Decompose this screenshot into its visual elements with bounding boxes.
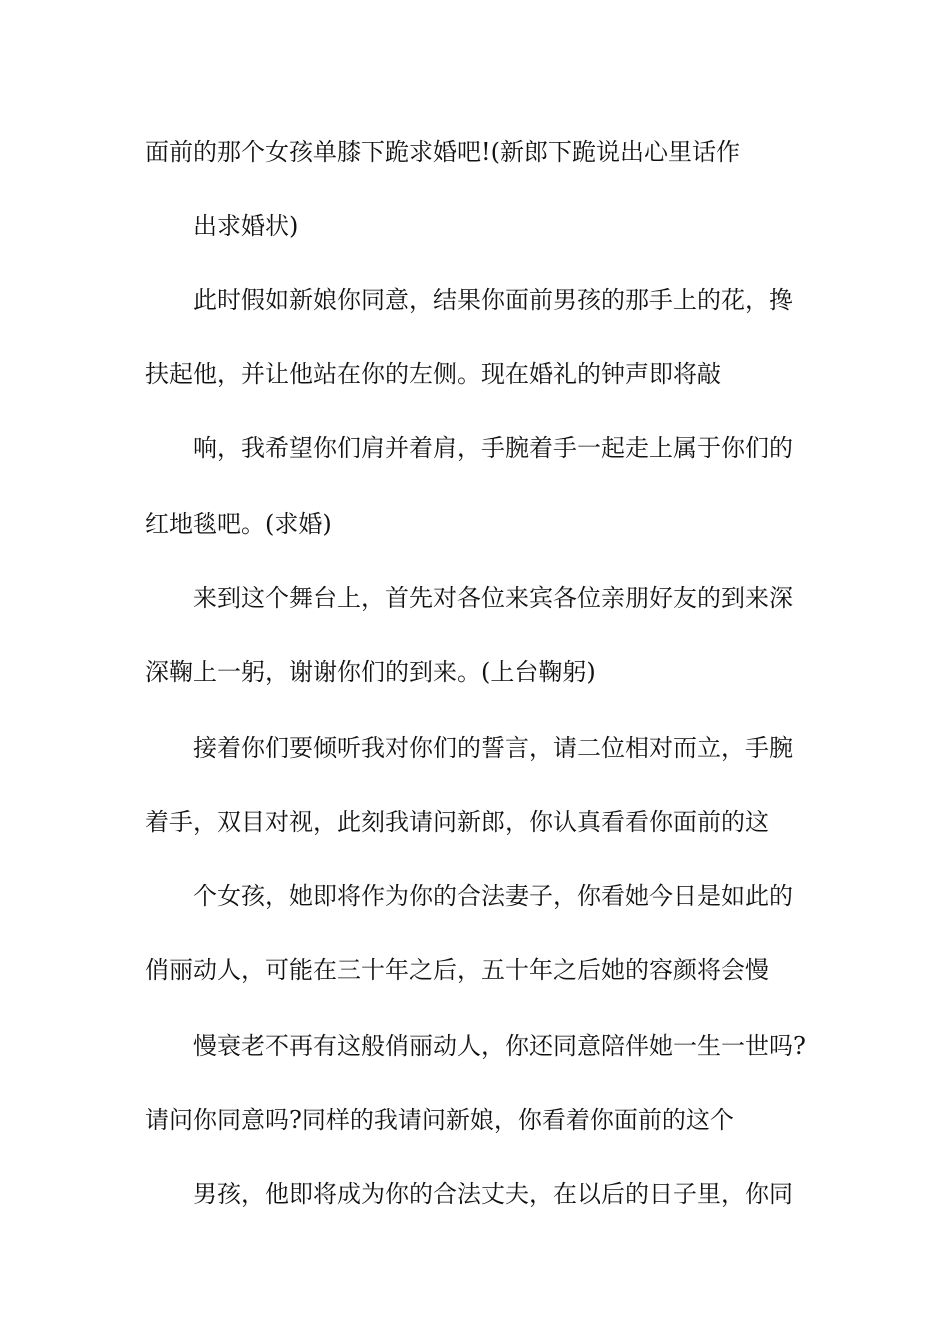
text-line-8: 深鞠上一躬，谢谢你们的到来。(上台鞠躬) — [145, 658, 596, 686]
text-line-10: 着手，双目对视，此刻我请问新郎，你认真看看你面前的这 — [145, 808, 769, 836]
text-line-4: 扶起他，并让他站在你的左侧。现在婚礼的钟声即将敲 — [145, 360, 721, 388]
text-line-11: 个女孩，她即将作为你的合法妻子，你看她今日是如此的 — [193, 882, 793, 910]
text-line-15: 男孩，他即将成为你的合法丈夫，在以后的日子里，你同 — [193, 1180, 793, 1208]
text-line-3: 此时假如新娘你同意，结果你面前男孩的那手上的花，搀 — [193, 286, 793, 314]
text-line-14: 请问你同意吗?同样的我请问新娘，你看着你面前的这个 — [145, 1106, 734, 1134]
text-line-5: 响，我希望你们肩并着肩，手腕着手一起走上属于你们的 — [193, 434, 793, 462]
text-line-7: 来到这个舞台上，首先对各位来宾各位亲朋好友的到来深 — [193, 584, 793, 612]
text-line-13: 慢衰老不再有这般俏丽动人，你还同意陪伴她一生一世吗? — [193, 1032, 806, 1060]
text-line-1: 面前的那个女孩单膝下跪求婚吧!(新郎下跪说出心里话作 — [145, 138, 741, 166]
text-line-2: 出求婚状) — [193, 212, 299, 240]
text-line-9: 接着你们要倾听我对你们的誓言，请二位相对而立，手腕 — [193, 734, 793, 762]
text-line-12: 俏丽动人，可能在三十年之后，五十年之后她的容颜将会慢 — [145, 956, 769, 984]
text-line-6: 红地毯吧。(求婚) — [145, 510, 332, 538]
